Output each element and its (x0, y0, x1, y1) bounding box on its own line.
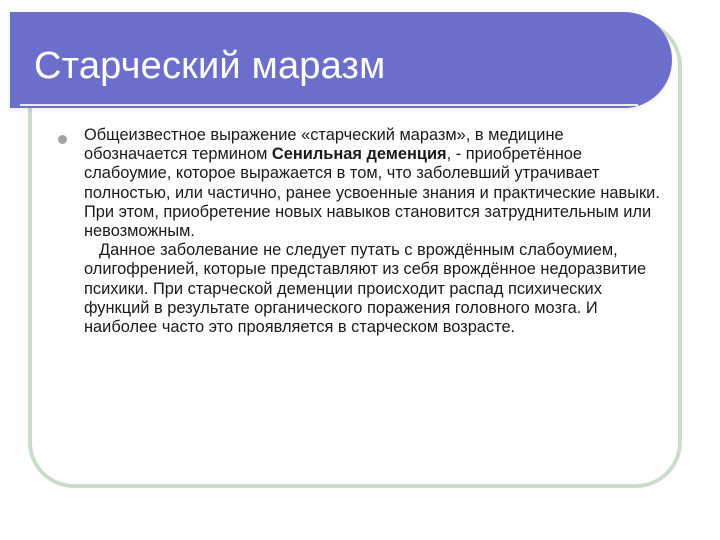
body-term: Сенильная деменция (271, 145, 447, 164)
body-part1: Общеизвестное выражение «старческий маразм», в медицине обозначается термином (84, 126, 564, 164)
title-bar (10, 12, 672, 108)
bullet-text (84, 126, 668, 337)
slide-content (58, 126, 668, 337)
body-para2: Данное заболевание не следует путать с врождённым слабоумием, олигофренией, которые представляют из себя врождённое недоразвитие психики. При старческой деменции происходит распад психических функций в результате органического поражения головного мозга. И наиболее часто это проявляется в старческом возрасте. (84, 241, 647, 337)
body-part2: , - приобретённое слабоумие, которое выражается в том, что заболевший утрачивает полностью, или частично, ранее усвоенные знания и практические навыки. При этом, приобретение новых навыков становится затруднительным или невозможным. (84, 145, 660, 241)
slide-title: Старческий маразм (34, 45, 386, 87)
bullet-dot-icon (58, 135, 67, 144)
title-underline (20, 104, 638, 106)
